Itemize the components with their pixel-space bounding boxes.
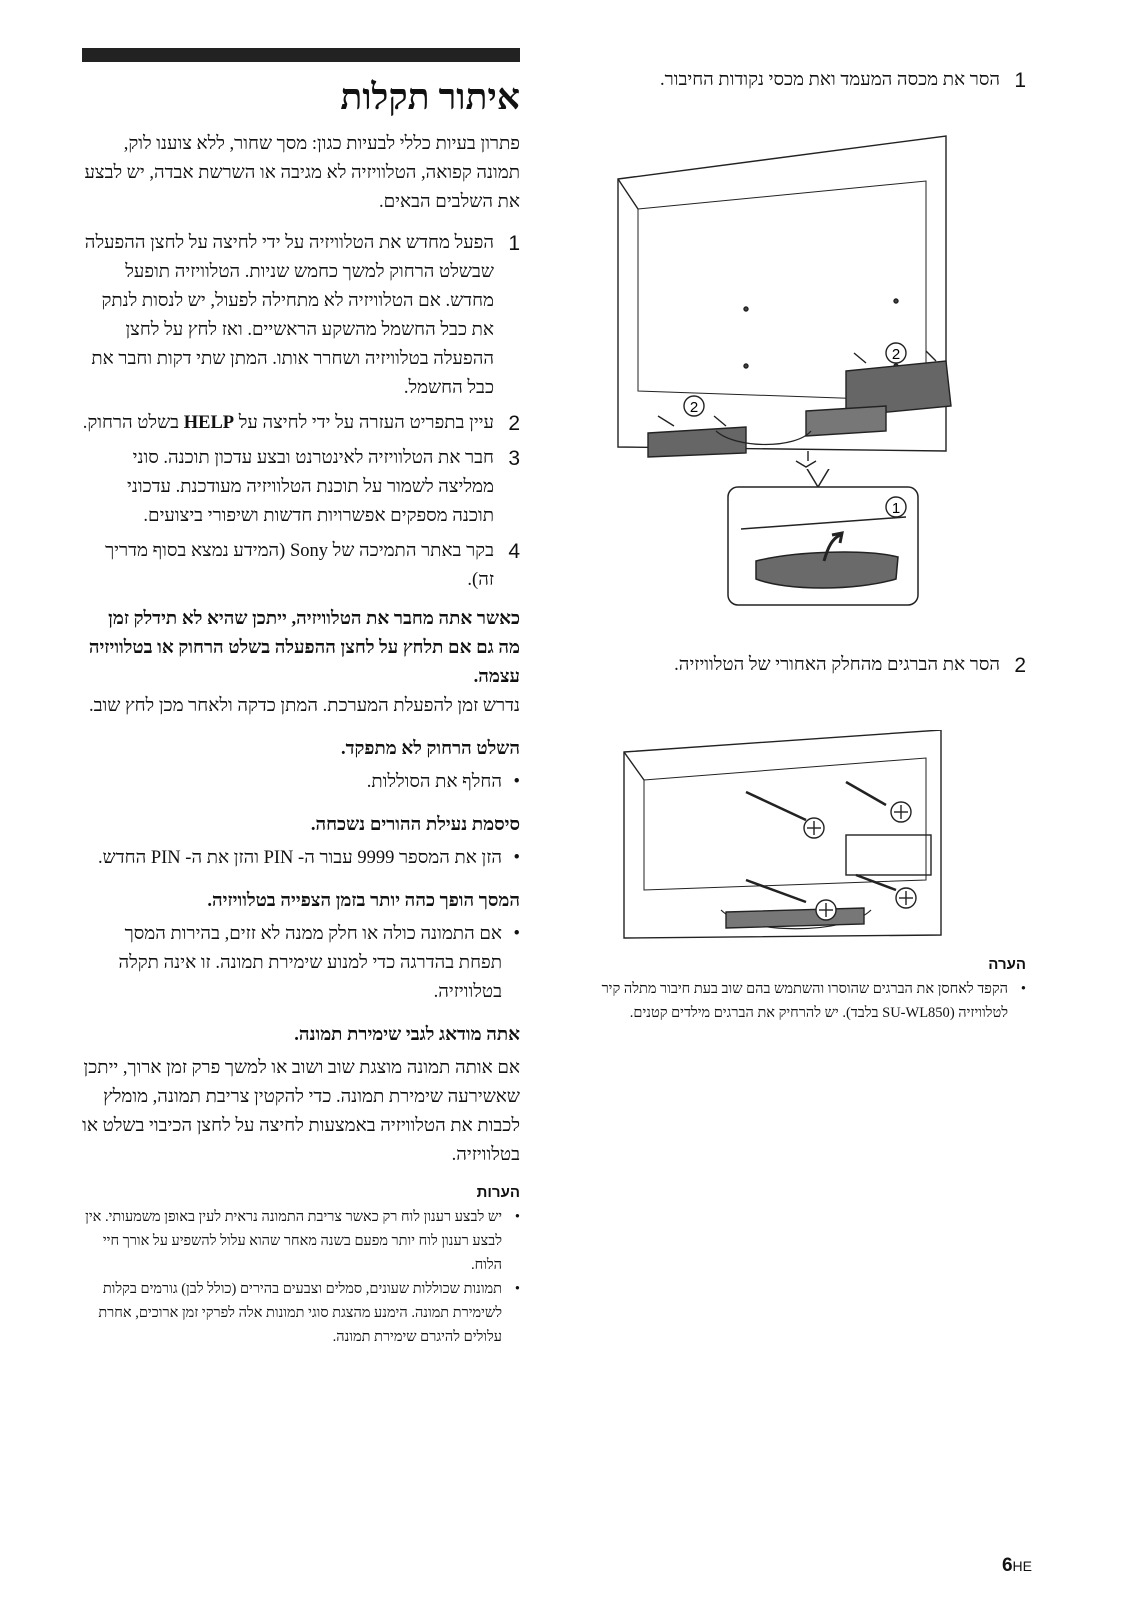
bullet: • [513,771,520,792]
power-on-note: נדרש זמן להפעלת המערכת. המתן כדקה ולאחר מכן לחץ שוב. [88,695,520,716]
section-heading: סיסמת נעילת ההורים נשכחה. [310,814,520,835]
list-item-text: הקפד לאחסן את הברגים שהוסרו והשתמש בהם שוב בעת חיבור מתלה קיר לטלוויזיה (SU-WL850 בלבד). יש להרחיק את הברגים מילדים קטנים. [601,981,1008,1021]
list-item [82,844,520,873]
step-text [82,409,494,438]
step-3 [82,444,520,531]
step-text: הסר את מכסה המעמד ואת מכסי נקודות החיבור. [660,70,1000,90]
stand-cover-zoom-illustration [596,469,1026,609]
step-number: 4 [508,539,520,563]
step-number: 1 [1014,69,1026,92]
notes-list [82,1205,520,1349]
bullet: • [514,1208,520,1225]
note-heading: הערה [988,956,1026,973]
screw-removal-illustration [596,730,1026,942]
troubleshooting-column [82,48,520,1349]
page-title: איתור תקלות [340,77,520,117]
list-item [82,920,520,1007]
page-number [1002,1555,1032,1577]
step-number: 2 [1014,654,1026,677]
cover-removal-illustration [596,131,1026,469]
bullet: • [1020,981,1026,997]
step-number: 3 [508,446,520,470]
callout-1 [886,497,906,517]
step-text: חבר את הטלוויזיה לאינטרנט ובצע עדכון תוכנה. סוני ממליצה לשמור על תוכנת הטלוויזיה מעודכנת. עדכוני תוכנה מספקים אפשרויות חדשות ושיפורי ביצועים. [126,447,494,526]
intro-paragraph: פתרון בעיות כללי לבעיות כגון: מסך שחור, ללא צוענו לוק, תמונה קפואה, הטלוויזיה לא מגיבה או השרשת אבדה, יש לבצע את השלבים הבאים. [84,133,520,212]
callout-2-right [886,343,906,363]
list-item-text: אם התמונה כולה או חלק ממנה לא זזים, בהירות המסך תפחת בהדרגה כדי למנוע שימירת תמונה. זו אינה תקלה בטלוויזיה. [118,923,502,1002]
tv-screws-illustration [596,730,1026,942]
bullet: • [513,923,520,944]
step-2 [82,409,520,438]
remove-covers-step [596,66,1026,95]
page-language-code: HE [1012,1558,1032,1574]
bullet: • [514,1280,520,1297]
step-number: 2 [508,411,520,435]
list-item-text: תמונות שכוללות שעונים, סמלים וצבעים בהירים (כולל לבן) גורמים בקלות לשימירת תמונה. הימנע מהצגת סוגי תמונות אלה לפרקי זמן ארוכים, אחרת עלולים להיגרם שימירת תמונה. [98,1280,502,1345]
section-paragraph: אם אותה תמונה מוצגת שוב ושוב או למשך פרק זמן ארוך, ייתכן שאשירעה שימירת תמונה. כדי להקטין צריבת תמונה, מומלץ לכבות את הטלוויזיה באמצעות לחיצה על לחצן הכיבוי בשלט או בטלוויזיה. [82,1057,520,1165]
list-item-text: הזן את המספר 9999 עבור ה- PIN והזן את ה- PIN החדש. [98,847,502,868]
step-1 [82,229,520,403]
section-heading: השלט הרחוק לא מתפקד. [340,738,520,759]
callout-2-left [684,396,704,416]
step-number: 1 [508,231,520,255]
step-text: בקר באתר התמיכה של Sony (המידע נמצא בסוף מדריך זה). [105,540,494,590]
step-text: הפעל מחדש את הטלוויזיה על ידי לחיצה על לחצן ההפעלה שבשלט הרחוק למשך כחמש שניות. הטלוויזיה תופעל מחדש. אם הטלוויזיה לא מתחילה לפעול, יש לנסות לנתק את כבל החשמל מהשקע הראשיים. ואז לחץ על לחצן ההפעלה בטלוויזיה ושחרר אותו. המתן שתי דקות וחבר את כבל החשמל. [84,232,494,398]
bullet: • [513,847,520,868]
power-on-warning: כאשר אתה מחבר את הטלוויזיה, ייתכן שהיא לא תידלק זמן מה גם אם תלחץ על לחצן ההפעלה בשלט הרחוק או בטלוויזיה עצמה. [88,608,520,687]
section-rule [82,48,520,62]
callout-number: 2 [689,399,699,416]
notes-heading: הערות [476,1183,520,1201]
step-text: הסר את הברגים מהחלק האחורי של הטלוויזיה. [674,655,1000,675]
section-heading: אתה מודאג לגבי שימירת תמונה. [294,1024,520,1045]
callout-number: 2 [891,346,901,363]
list-item [596,977,1026,1025]
list-item [82,1205,520,1277]
section-heading: המסך הופך כהה יותר בזמן הצפייה בטלוויזיה. [207,890,520,911]
list-item [82,1277,520,1349]
stand-cover-detail [596,469,1026,609]
help-key: HELP [183,412,235,433]
list-item-text: יש לבצע רענון לוח רק כאשר צריבת התמונה נראית לעין באופן משמעותי. אין לבצע רענון לוח יותר מפעם בשנה מאחר שהוא עלול להשפיע על אורך חיי הלוח. [85,1208,502,1273]
list-item-text: החלף את הסוללות. [366,771,502,792]
list-item [82,768,520,797]
step-text-part: עיין בתפריט העזרה על ידי לחיצה על [234,412,494,433]
tv-back-illustration [596,131,1026,469]
page-number-digit: 6 [1001,1555,1013,1576]
note-list [596,977,1026,1025]
step-text-part: בשלט הרחוק. [82,412,184,433]
installation-column [596,66,1026,1025]
remove-screws-step [596,651,1026,680]
step-4 [82,537,520,595]
callout-number: 1 [891,500,901,517]
